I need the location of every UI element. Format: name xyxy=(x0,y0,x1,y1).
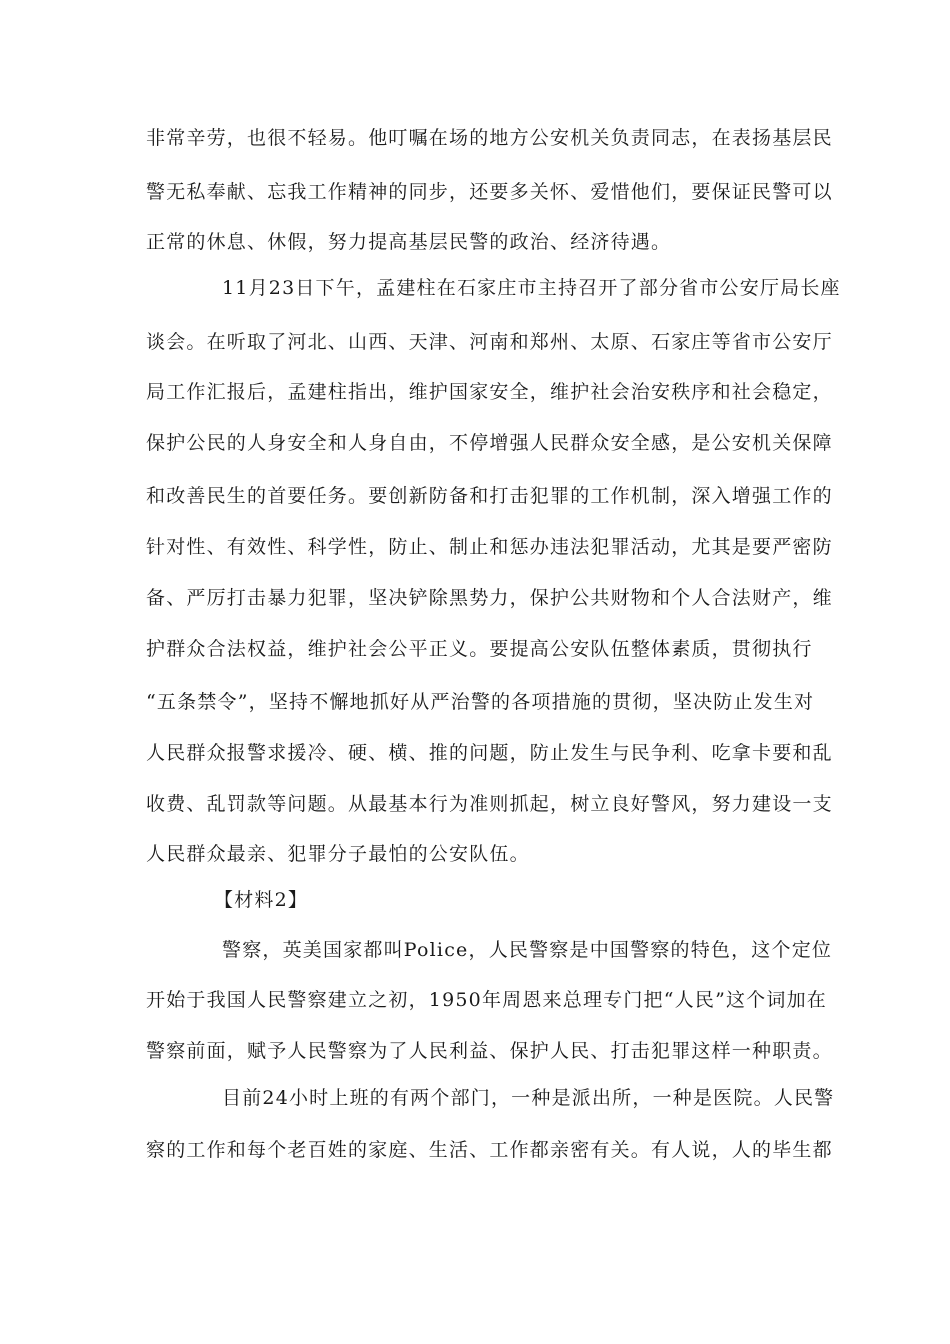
paragraph-line: 人民群众报警求援冷、硬、横、推的问题，防止发生与民争利、吃拿卡要和乱 xyxy=(146,742,833,764)
paragraph-line: 备、严厉打击暴力犯罪，坚决铲除黑势力，保护公共财物和个人合法财产，维 xyxy=(146,587,833,609)
paragraph-line: “五条禁令”，坚持不懈地抓好从严治警的各项措施的贯彻，坚决防止发生对 xyxy=(146,691,815,713)
paragraph-line: 护群众合法权益，维护社会公平正义。要提高公安队伍整体素质，贯彻执行 xyxy=(146,638,813,660)
paragraph-line: 局工作汇报后，孟建柱指出，维护国家安全，维护社会治安秩序和社会稳定， xyxy=(146,381,833,403)
paragraph-line: 人民群众最亲、犯罪分子最怕的公安队伍。 xyxy=(146,843,530,865)
paragraph-line: 保护公民的人身安全和人身自由，不停增强人民群众安全感，是公安机关保障 xyxy=(146,432,833,454)
paragraph-line: 收费、乱罚款等问题。从最基本行为准则抓起，树立良好警风，努力建设一支 xyxy=(146,793,833,815)
paragraph-line: 谈会。在听取了河北、山西、天津、河南和郑州、太原、石家庄等省市公安厅 xyxy=(146,331,833,353)
paragraph-line: 警察，英美国家都叫Police，人民警察是中国警察的特色，这个定位 xyxy=(222,939,833,961)
paragraph-line: 非常辛劳，也很不轻易。他叮嘱在场的地方公安机关负责同志，在表扬基层民 xyxy=(146,127,833,149)
paragraph-line: 正常的休息、休假，努力提高基层民警的政治、经济待遇。 xyxy=(146,231,672,253)
paragraph-line: 察的工作和每个老百姓的家庭、生活、工作都亲密有关。有人说，人的毕生都 xyxy=(146,1139,833,1161)
paragraph-line: 警察前面，赋予人民警察为了人民利益、保护人民、打击犯罪这样一种职责。 xyxy=(146,1040,833,1062)
paragraph-line: 开始于我国人民警察建立之初，1950年周恩来总理专门把“人民”这个词加在 xyxy=(146,989,827,1011)
paragraph-line: 11月23日下午，孟建柱在石家庄市主持召开了部分省市公安厅局长座 xyxy=(222,277,841,299)
paragraph-line: 警无私奉献、忘我工作精神的同步，还要多关怀、爱惜他们，要保证民警可以 xyxy=(146,181,833,203)
paragraph-line: 针对性、有效性、科学性，防止、制止和惩办违法犯罪活动，尤其是要严密防 xyxy=(146,536,833,558)
section-heading: 【材料2】 xyxy=(214,889,309,911)
paragraph-line: 目前24小时上班的有两个部门，一种是派出所，一种是医院。人民警 xyxy=(222,1087,835,1109)
paragraph-line: 和改善民生的首要任务。要创新防备和打击犯罪的工作机制，深入增强工作的 xyxy=(146,485,833,507)
